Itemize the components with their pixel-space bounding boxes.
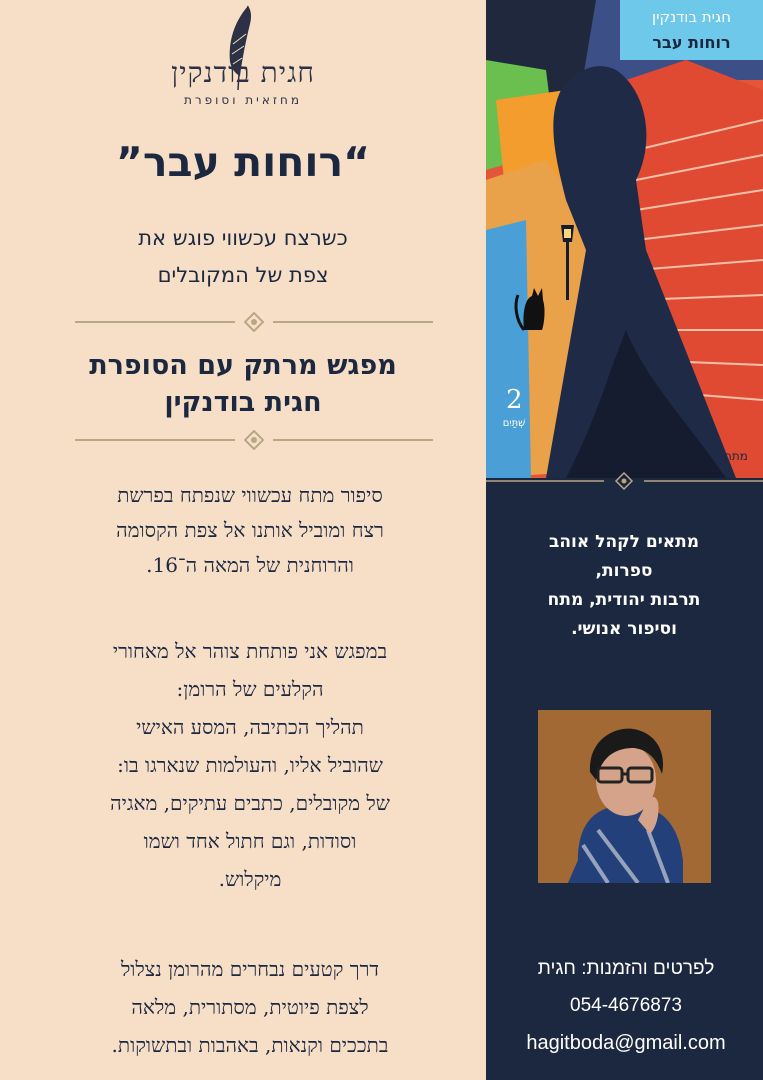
paragraph-closing — [30, 950, 470, 1064]
cover-badge — [620, 0, 763, 60]
text-line: לצפת פיוטית, מסתורית, מלאה — [131, 995, 369, 1019]
meeting-line: מפגש מרתק עם הסופרת — [89, 350, 397, 381]
text-line: תהליך הכתיבה, המסע האישי — [136, 715, 364, 739]
book-cover — [486, 0, 763, 478]
subtitle-line: כשרצח עכשווי פוגש את — [138, 226, 348, 250]
publisher-mark: 2 — [506, 385, 523, 415]
text-line: רצח ומוביל אותנו אל צפת הקסומה — [116, 518, 384, 542]
logo-tagline: מחזאית וסופרת — [183, 93, 303, 107]
text-line: סיפור מתח עכשווי שנפתח בפרשת — [117, 483, 383, 507]
logo-name: חגית בודנקין — [171, 56, 315, 89]
audience-text — [500, 528, 748, 644]
text-line: והרוחנית של המאה ה־16. — [146, 553, 354, 577]
badge-title: רוחות עבר — [652, 33, 731, 52]
text-line: בתככים וקנאות, באהבות ובתשוקות. — [111, 1033, 389, 1057]
text-line: דרך קטעים נבחרים מהרומן נצלול — [120, 957, 380, 981]
divider — [75, 430, 433, 450]
ornament-icon — [244, 312, 264, 332]
badge-author: חגית בודנקין — [652, 8, 731, 26]
divider — [486, 472, 763, 490]
text-line: הקלעים של הרומן: — [176, 677, 324, 701]
contact-label: לפרטים והזמנות: חגית — [537, 958, 715, 979]
page-title: “רוחות עבר” — [115, 138, 371, 186]
text-line: ספרות, — [595, 561, 653, 581]
paragraph-meeting — [30, 632, 470, 898]
publisher-name: שְׁתַּיִם — [502, 418, 526, 429]
logo — [0, 0, 486, 118]
text-line: שהוביל אליו, והעולמות שנארגו בו: — [117, 753, 383, 777]
text-line: מתאים לקהל אוהב — [549, 532, 699, 552]
ornament-icon — [244, 430, 264, 450]
text-line: של מקובלים, כתבים עתיקים, מאגיה — [110, 791, 390, 815]
subtitle-line: צפת של המקובלים — [157, 263, 329, 287]
genre-label: מתח — [724, 449, 748, 463]
text-line: תרבות יהודית, מתח — [547, 590, 701, 610]
text-line: במפגש אני פותחת צוהר אל מאחורי — [112, 639, 388, 663]
paragraph-intro — [40, 478, 460, 583]
divider — [75, 312, 433, 332]
meeting-heading — [40, 347, 446, 421]
text-line: מיקלוש. — [218, 867, 282, 891]
text-line: וסיפור אנושי. — [571, 619, 677, 639]
author-photo — [538, 710, 711, 883]
contact-email[interactable]: hagitboda@gmail.com — [526, 1032, 726, 1054]
contact-phone[interactable]: 054-4676873 — [570, 995, 682, 1016]
subtitle — [40, 220, 446, 294]
meeting-line: חגית בודנקין — [164, 387, 322, 418]
text-line: וסודות, וגם חתול אחד ושמו — [143, 829, 357, 853]
